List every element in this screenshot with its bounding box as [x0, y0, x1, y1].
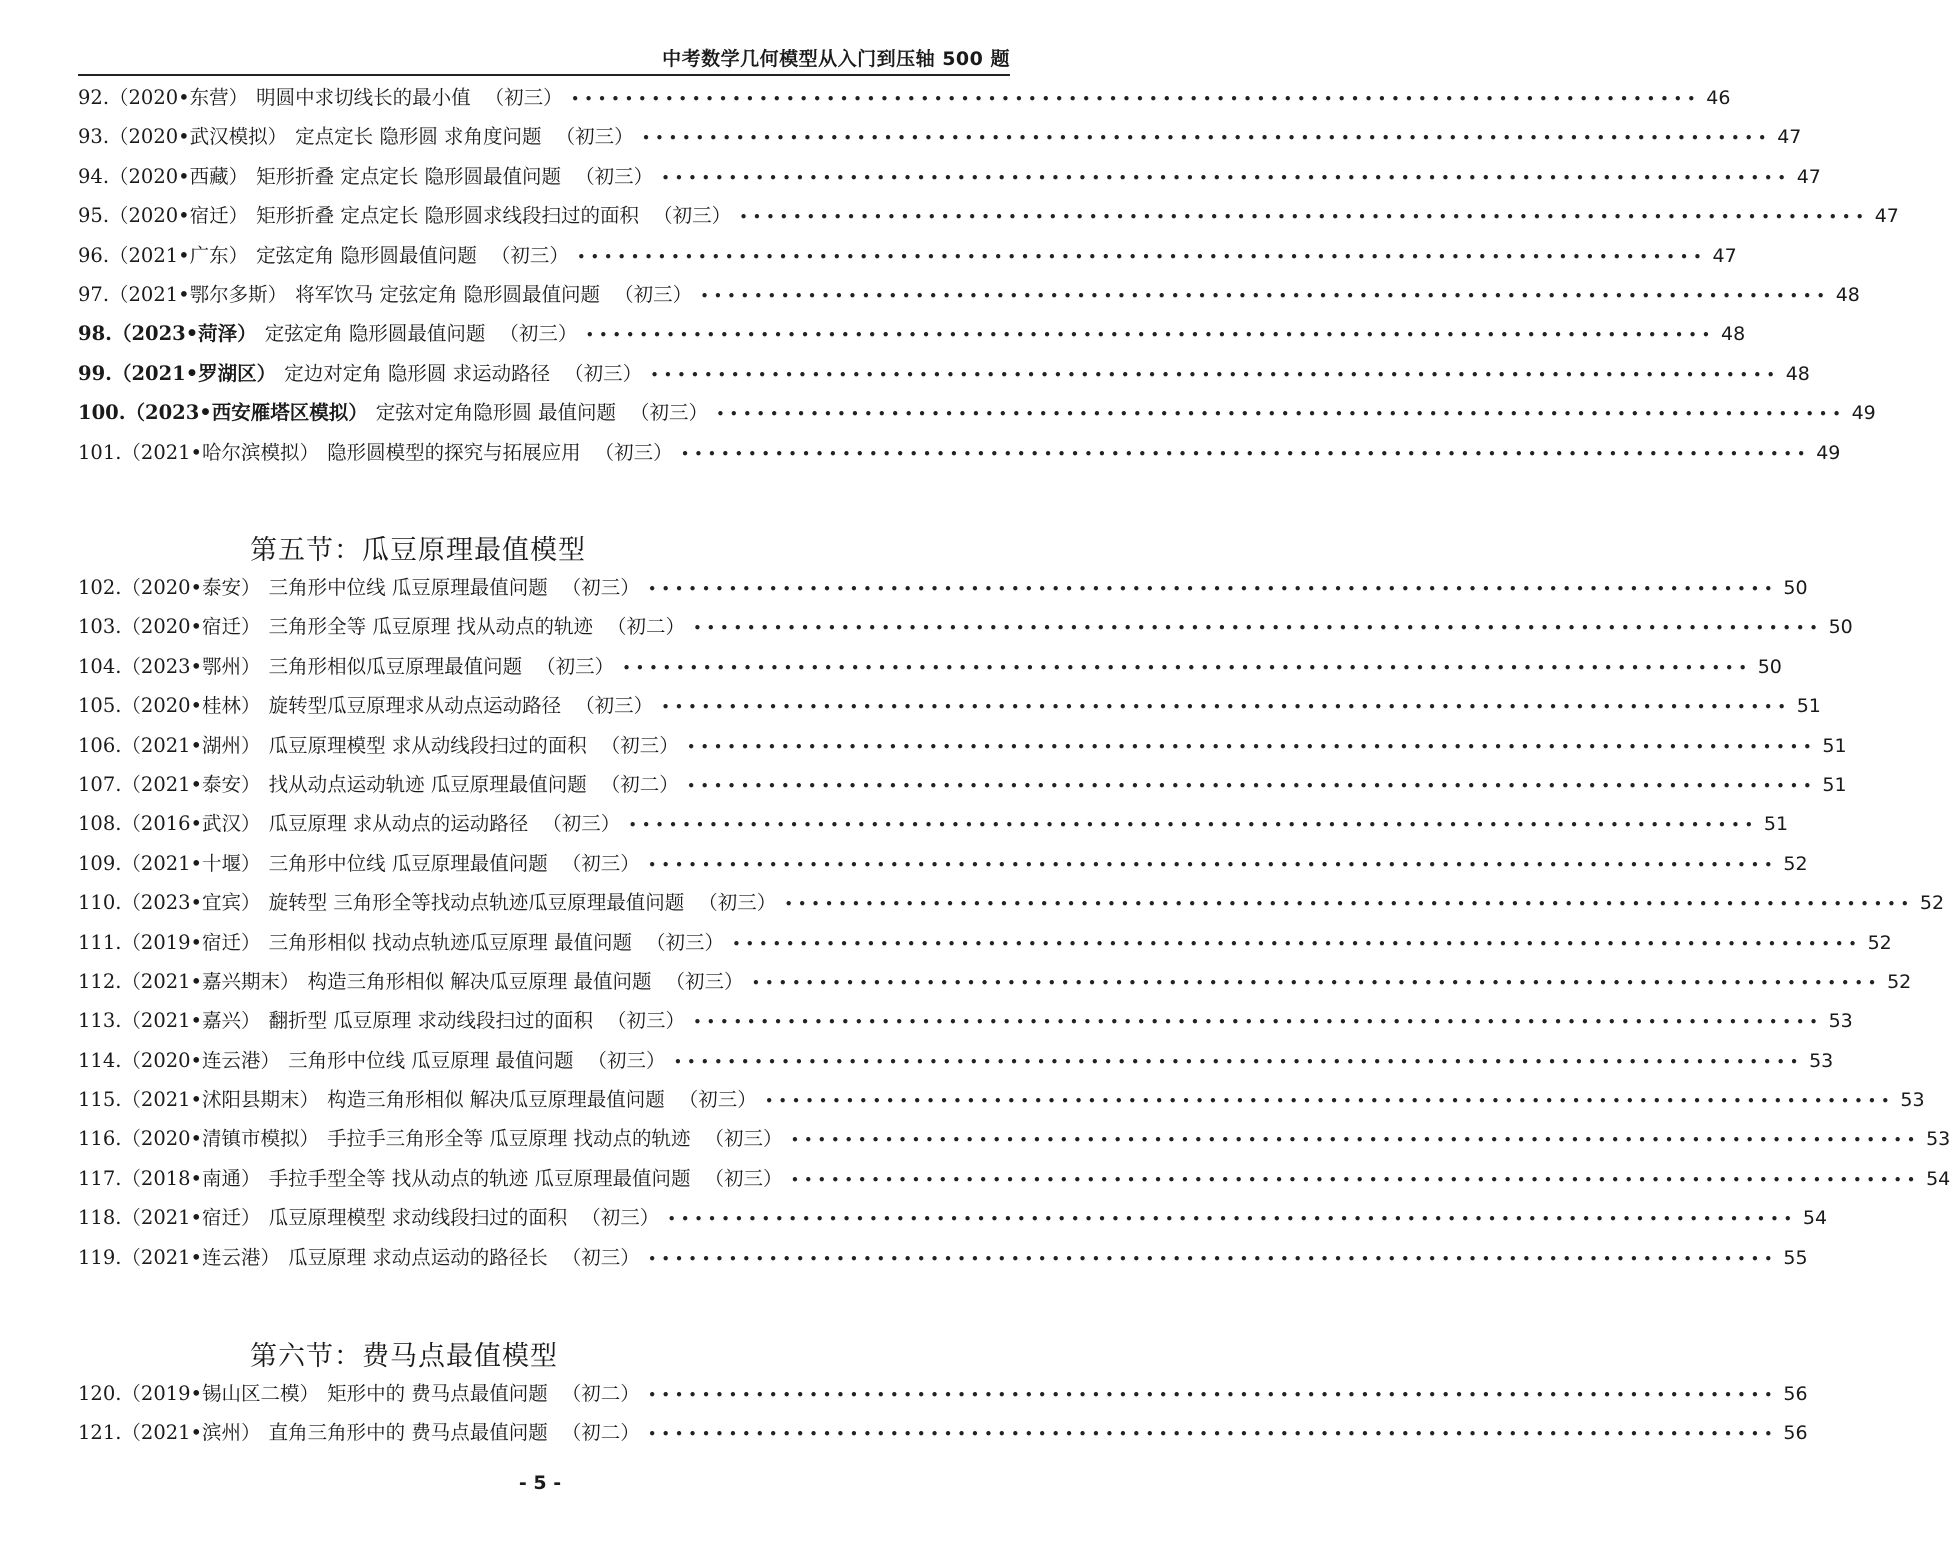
entry-number: 102. [78, 576, 122, 599]
dot-leader: •••••••••••••••••••••••••••••••••••••••••••••••••••••••••••••••••••••••••••••••••••• [667, 1210, 1797, 1229]
dot-leader: •••••••••••••••••••••••••••••••••••••••••••••••••••••••••••••••••••••••••••••••••••• [641, 129, 1772, 148]
entry-source: （2019•锡山区二模） [121, 1382, 320, 1405]
dot-leader: •••••••••••••••••••••••••••••••••••••••••••••••••••••••••••••••••••••••••••••••••••• [585, 326, 1716, 345]
entry-source: （2020•桂林） [121, 694, 261, 718]
entry-topic: 构造三角形相似 解决瓜豆原理 最值问题 [307, 969, 652, 993]
entry-page-number: 52 [1887, 970, 1912, 993]
toc-entry[interactable] [78, 808, 1789, 847]
entry-topic: 直角三角形中的 费马点最值问题 [268, 1421, 548, 1445]
entry-source: （2021•宿迁） [121, 1206, 261, 1230]
entry-number: 109. [78, 851, 122, 875]
dot-leader: •••••••••••••••••••••••••••••••••••••••••••••••••••••••••••••••••••••••••••••••••••• [686, 776, 1817, 795]
entry-grade: （初三） [704, 1127, 783, 1151]
entry-topic: 瓜豆原理 求动点运动的路径长 [288, 1245, 548, 1269]
entry-grade: （初三） [499, 322, 578, 346]
entry-page-number: 53 [1828, 1010, 1853, 1033]
dot-leader: •••••••••••••••••••••••••••••••••••••••••••••••••••••••••••••••••••••••••••••••••••• [647, 1249, 1778, 1268]
entry-source: （2023•宜宾） [121, 891, 261, 915]
dot-leader: •••••••••••••••••••••••••••••••••••••••••••••••••••••••••••••••••••••••••••••••••••• [647, 580, 1778, 598]
entry-source: （2020•东营） [109, 86, 249, 109]
entry-topic: 定弦定角 隐形圆最值问题 [256, 243, 477, 267]
dot-leader: •••••••••••••••••••••••••••••••••••••••••••••••••••••••••••••••••••••••••••••••••••• [764, 1092, 1895, 1111]
entry-grade: （初三） [629, 401, 708, 425]
entry-number: 98. [78, 322, 112, 346]
entry-grade: （初三） [564, 361, 643, 385]
toc-entry[interactable] [78, 358, 1810, 397]
toc-entry[interactable] [78, 651, 1782, 690]
entry-topic: 三角形全等 瓜豆原理 找从动点的轨迹 [268, 615, 593, 639]
entry-page-number: 49 [1851, 402, 1876, 425]
toc-entry[interactable] [78, 611, 1853, 650]
toc-entry[interactable] [78, 1005, 1853, 1044]
entry-number: 110. [78, 891, 122, 915]
entry-grade: （初三） [645, 930, 724, 954]
entry-grade: （初三） [678, 1088, 757, 1112]
entry-number: 120. [78, 1382, 122, 1405]
entry-topic: 定弦对定角隐形圆 最值问题 [375, 401, 616, 425]
toc-entry[interactable] [78, 927, 1892, 966]
toc-entry[interactable] [78, 161, 1821, 200]
toc-entry[interactable] [78, 318, 1746, 357]
entry-grade: （初三） [542, 812, 621, 836]
entry-number: 115. [78, 1088, 122, 1112]
toc-entry[interactable] [78, 1045, 1834, 1084]
entry-grade: （初二） [600, 772, 679, 796]
entry-number: 104. [78, 654, 122, 678]
toc-entry[interactable] [78, 1163, 1950, 1202]
entry-source: （2023•菏泽） [111, 322, 257, 346]
entry-grade: （初三） [653, 204, 732, 228]
entry-number: 119. [78, 1245, 122, 1269]
entry-page-number: 56 [1783, 1422, 1808, 1445]
entry-topic: 将军饮马 定弦定角 隐形圆最值问题 [295, 282, 601, 306]
dot-leader: •••••••••••••••••••••••••••••••••••••••••••••••••••••••••••••••••••••••••••••••••••• [680, 444, 1811, 463]
entry-number: 112. [78, 969, 122, 993]
dot-leader: •••••••••••••••••••••••••••••••••••••••••••••••••••••••••••••••••••••••••••••••••••• [784, 895, 1914, 914]
toc-entry[interactable] [78, 572, 1808, 611]
entry-grade: （初三） [490, 243, 569, 267]
entry-grade: （初三） [698, 891, 777, 915]
entry-page-number: 47 [1712, 244, 1737, 267]
toc-group-3 [78, 1378, 1808, 1457]
entry-page-number: 54 [1802, 1207, 1828, 1230]
entry-page-number: 54 [1926, 1167, 1950, 1190]
entry-grade: （初三） [581, 1206, 660, 1230]
entry-source: （2021•哈尔滨模拟） [121, 440, 320, 464]
entry-number: 97. [78, 282, 110, 306]
entry-page-number: 53 [1926, 1128, 1950, 1151]
entry-number: 103. [78, 615, 122, 639]
toc-entry[interactable] [78, 769, 1847, 808]
dot-leader: •••••••••••••••••••••••••••••••••••••••••••••••••••••••••••••••••••••••••••••••••••• [576, 247, 1707, 266]
page-header [78, 40, 1010, 76]
entry-page-number: 49 [1816, 441, 1841, 464]
entry-page-number: 51 [1822, 773, 1847, 796]
dot-leader: •••••••••••••••••••••••••••••••••••••••••••••••••••••••••••••••••••••••••••••••••••• [650, 365, 1780, 384]
dot-leader: •••••••••••••••••••••••••••••••••••••••••••••••••••••••••••••••••••••••••••••••••••• [661, 698, 1791, 717]
entry-source: （2020•武汉模拟） [109, 125, 288, 149]
entry-number: 121. [78, 1421, 122, 1445]
entry-page-number: 51 [1763, 813, 1789, 836]
entry-topic: 定边对定角 隐形圆 求运动路径 [284, 361, 551, 385]
entry-page-number: 53 [1900, 1089, 1925, 1112]
entry-topic: 手拉手型全等 找从动点的轨迹 瓜豆原理最值问题 [268, 1166, 691, 1190]
entry-page-number: 50 [1783, 577, 1808, 599]
dot-leader: •••••••••••••••••••••••••••••••••••••••••••••••••••••••••••••••••••••••••••••••••••• [700, 286, 1830, 305]
entry-number: 99. [78, 361, 112, 385]
book-title: 中考数学几何模型从入门到压轴 500 题 [662, 48, 1010, 70]
dot-leader: •••••••••••••••••••••••••••••••••••••••••••••••••••••••••••••••••••••••••••••••••••• [673, 1052, 1804, 1071]
toc-group-1 [78, 82, 1899, 476]
toc-entry[interactable] [78, 848, 1808, 887]
dot-leader: •••••••••••••••••••••••••••••••••••••••••••••••••••••••••••••••••••••••••••••••••••• [570, 90, 1701, 108]
entry-grade: （初三） [561, 576, 640, 599]
entry-source: （2020•清镇市模拟） [121, 1127, 320, 1151]
dot-leader: •••••••••••••••••••••••••••••••••••••••••••••••••••••••••••••••••••••••••••••••••••• [661, 168, 1791, 187]
entry-page-number: 50 [1757, 655, 1782, 678]
entry-number: 117. [78, 1166, 122, 1190]
dot-leader: •••••••••••••••••••••••••••••••••••••••••••••••••••••••••••••••••••••••••••••••••••• [628, 816, 1758, 835]
entry-number: 93. [78, 125, 110, 149]
entry-page-number: 52 [1783, 852, 1808, 875]
entry-topic: 三角形相似 找动点轨迹瓜豆原理 最值问题 [268, 930, 632, 954]
entry-grade: （初三） [484, 86, 563, 109]
dot-leader: •••••••••••••••••••••••••••••••••••••••••••••••••••••••••••••••••••••••••••••••••••• [731, 934, 1862, 953]
entry-page-number: 52 [1919, 892, 1945, 915]
entry-grade: （初三） [561, 851, 640, 875]
toc-entry[interactable] [78, 200, 1899, 239]
dot-leader: •••••••••••••••••••••••••••••••••••••••••••••••••••••••••••••••••••••••••••••••••••• [692, 1013, 1823, 1032]
entry-source: （2019•宿迁） [121, 930, 261, 954]
entry-topic: 瓜豆原理模型 求从动线段扫过的面积 [268, 733, 587, 757]
entry-topic: 找从动点运动轨迹 瓜豆原理最值问题 [268, 772, 587, 796]
entry-source: （2020•连云港） [121, 1048, 281, 1072]
entry-source: （2021•泰安） [121, 772, 261, 796]
entry-grade: （初三） [704, 1166, 783, 1190]
entry-source: （2021•广东） [109, 243, 249, 267]
entry-page-number: 51 [1822, 734, 1847, 757]
toc-entry[interactable] [78, 1084, 1925, 1123]
entry-source: （2021•连云港） [121, 1245, 281, 1269]
entry-topic: 三角形中位线 瓜豆原理最值问题 [268, 576, 548, 599]
entry-grade: （初三） [614, 282, 693, 306]
entry-topic: 隐形圆模型的探究与拓展应用 [327, 440, 581, 464]
toc-entry[interactable] [78, 121, 1802, 160]
toc-entry[interactable] [78, 1202, 1828, 1241]
toc-entry[interactable] [78, 240, 1737, 279]
entry-source: （2021•沭阳县期末） [121, 1088, 320, 1112]
entry-topic: 旋转型 三角形全等找动点轨迹瓜豆原理最值问题 [268, 891, 685, 915]
toc-entry[interactable] [78, 1242, 1808, 1281]
entry-topic: 定弦定角 隐形圆最值问题 [264, 322, 486, 346]
entry-source: （2016•武汉） [121, 812, 261, 836]
entry-grade: （初三） [594, 440, 673, 464]
section-heading-5: 第五节：瓜豆原理最值模型 [250, 535, 586, 566]
entry-grade: （初三） [561, 1245, 640, 1269]
dot-leader: •••••••••••••••••••••••••••••••••••••••••••••••••••••••••••••••••••••••••••••••••••• [739, 208, 1869, 227]
entry-source: （2020•宿迁） [109, 204, 249, 228]
toc-entry[interactable] [78, 1123, 1950, 1162]
entry-page-number: 55 [1783, 1246, 1808, 1269]
dot-leader: •••••••••••••••••••••••••••••••••••••••••••••••••••••••••••••••••••••••••••••••••••• [751, 973, 1882, 992]
toc-entry[interactable] [78, 690, 1821, 729]
entry-page-number: 56 [1783, 1383, 1808, 1405]
dot-leader: •••••••••••••••••••••••••••••••••••••••••••••••••••••••••••••••••••••••••••••••••••• [692, 619, 1823, 638]
entry-topic: 手拉手三角形全等 瓜豆原理 找动点的轨迹 [327, 1127, 691, 1151]
entry-number: 94. [78, 164, 110, 188]
entry-topic: 定点定长 隐形圆 求角度问题 [295, 125, 542, 149]
entry-page-number: 51 [1796, 695, 1821, 718]
entry-topic: 明圆中求切线长的最小值 [256, 86, 471, 109]
toc-entry[interactable] [78, 1417, 1808, 1456]
entry-grade: （初三） [665, 969, 744, 993]
entry-source: （2021•湖州） [121, 733, 261, 757]
entry-source: （2021•滨州） [121, 1421, 261, 1445]
toc-entry[interactable] [78, 1378, 1808, 1417]
entry-number: 92. [78, 86, 110, 109]
entry-number: 116. [78, 1127, 122, 1151]
entry-topic: 矩形中的 费马点最值问题 [327, 1382, 548, 1405]
entry-page-number: 46 [1706, 87, 1731, 109]
entry-number: 106. [78, 733, 122, 757]
entry-number: 118. [78, 1206, 122, 1230]
entry-topic: 三角形中位线 瓜豆原理 最值问题 [288, 1048, 574, 1072]
toc-entry[interactable] [78, 887, 1945, 926]
entry-topic: 三角形相似瓜豆原理最值问题 [268, 654, 523, 678]
dot-leader: •••••••••••••••••••••••••••••••••••••••••••••••••••••••••••••••••••••••••••••••••••• [647, 855, 1778, 874]
entry-grade: （初三） [606, 1009, 685, 1033]
entry-number: 114. [78, 1048, 122, 1072]
entry-source: （2021•嘉兴期末） [121, 969, 300, 993]
entry-page-number: 48 [1785, 362, 1810, 385]
entry-page-number: 50 [1828, 616, 1853, 639]
toc-entry[interactable] [78, 437, 1841, 476]
entry-number: 108. [78, 812, 122, 836]
entry-source: （2021•嘉兴） [121, 1009, 261, 1033]
entry-source: （2020•西藏） [109, 164, 249, 188]
dot-leader: •••••••••••••••••••••••••••••••••••••••••••••••••••••••••••••••••••••••••••••••••••• [647, 1425, 1778, 1444]
toc-entry[interactable] [78, 397, 1876, 436]
dot-leader: •••••••••••••••••••••••••••••••••••••••••••••••••••••••••••••••••••••••••••••••••••• [790, 1131, 1921, 1150]
entry-topic: 构造三角形相似 解决瓜豆原理最值问题 [327, 1088, 665, 1112]
entry-grade: （初三） [600, 733, 679, 757]
entry-source: （2021•十堰） [121, 851, 261, 875]
entry-number: 111. [78, 930, 122, 954]
entry-source: （2020•宿迁） [121, 615, 261, 639]
entry-number: 95. [78, 204, 110, 228]
toc-entry[interactable] [78, 966, 1912, 1005]
entry-page-number: 47 [1796, 165, 1821, 188]
entry-number: 100. [78, 401, 126, 425]
entry-grade: （初三） [555, 125, 634, 149]
entry-topic: 瓜豆原理 求从动点的运动路径 [268, 812, 529, 836]
dot-leader: •••••••••••••••••••••••••••••••••••••••••••••••••••••••••••••••••••••••••••••••••••• [715, 405, 1846, 424]
section-heading-6: 第六节：费马点最值模型 [250, 1341, 558, 1372]
entry-grade: （初三） [536, 654, 615, 678]
entry-number: 113. [78, 1009, 122, 1033]
dot-leader: •••••••••••••••••••••••••••••••••••••••••••••••••••••••••••••••••••••••••••••••••••• [647, 1386, 1778, 1404]
page-number: - 5 - [518, 1472, 562, 1494]
entry-page-number: 48 [1721, 323, 1746, 346]
entry-page-number: 52 [1867, 931, 1892, 954]
entry-topic: 翻折型 瓜豆原理 求动线段扫过的面积 [268, 1009, 593, 1033]
entry-page-number: 53 [1809, 1049, 1834, 1072]
entry-source: （2020•泰安） [121, 576, 261, 599]
entry-number: 96. [78, 243, 110, 267]
entry-grade: （初三） [575, 164, 654, 188]
entry-source: （2021•罗湖区） [111, 361, 277, 385]
dot-leader: •••••••••••••••••••••••••••••••••••••••••••••••••••••••••••••••••••••••••••••••••••• [790, 1170, 1921, 1189]
entry-source: （2018•南通） [121, 1166, 261, 1190]
entry-page-number: 47 [1874, 205, 1899, 228]
dot-leader: •••••••••••••••••••••••••••••••••••••••••••••••••••••••••••••••••••••••••••••••••••• [686, 737, 1817, 756]
entry-number: 101. [78, 440, 122, 464]
entry-number: 105. [78, 694, 122, 718]
toc-entry[interactable] [78, 279, 1860, 318]
entry-grade: （初二） [561, 1382, 640, 1405]
entry-number: 107. [78, 772, 122, 796]
entry-topic: 三角形中位线 瓜豆原理最值问题 [268, 851, 548, 875]
entry-source: （2023•鄂州） [121, 654, 261, 678]
entry-grade: （初三） [575, 694, 654, 718]
dot-leader: •••••••••••••••••••••••••••••••••••••••••••••••••••••••••••••••••••••••••••••••••••• [622, 658, 1752, 677]
entry-source: （2021•鄂尔多斯） [109, 282, 288, 306]
entry-source: （2023•西安雁塔区模拟） [125, 401, 368, 425]
entry-grade: （初二） [606, 615, 685, 639]
entry-topic: 旋转型瓜豆原理求从动点运动路径 [268, 694, 562, 718]
entry-grade: （初二） [561, 1421, 640, 1445]
entry-page-number: 47 [1777, 126, 1802, 149]
entry-topic: 瓜豆原理模型 求动线段扫过的面积 [268, 1206, 568, 1230]
toc-entry[interactable] [78, 730, 1847, 769]
toc-group-2 [78, 572, 1950, 1281]
toc-entry[interactable] [78, 82, 1731, 121]
entry-page-number: 48 [1835, 283, 1860, 306]
entry-topic: 矩形折叠 定点定长 隐形圆求线段扫过的面积 [256, 204, 640, 228]
entry-grade: （初三） [587, 1048, 666, 1072]
entry-topic: 矩形折叠 定点定长 隐形圆最值问题 [256, 164, 562, 188]
